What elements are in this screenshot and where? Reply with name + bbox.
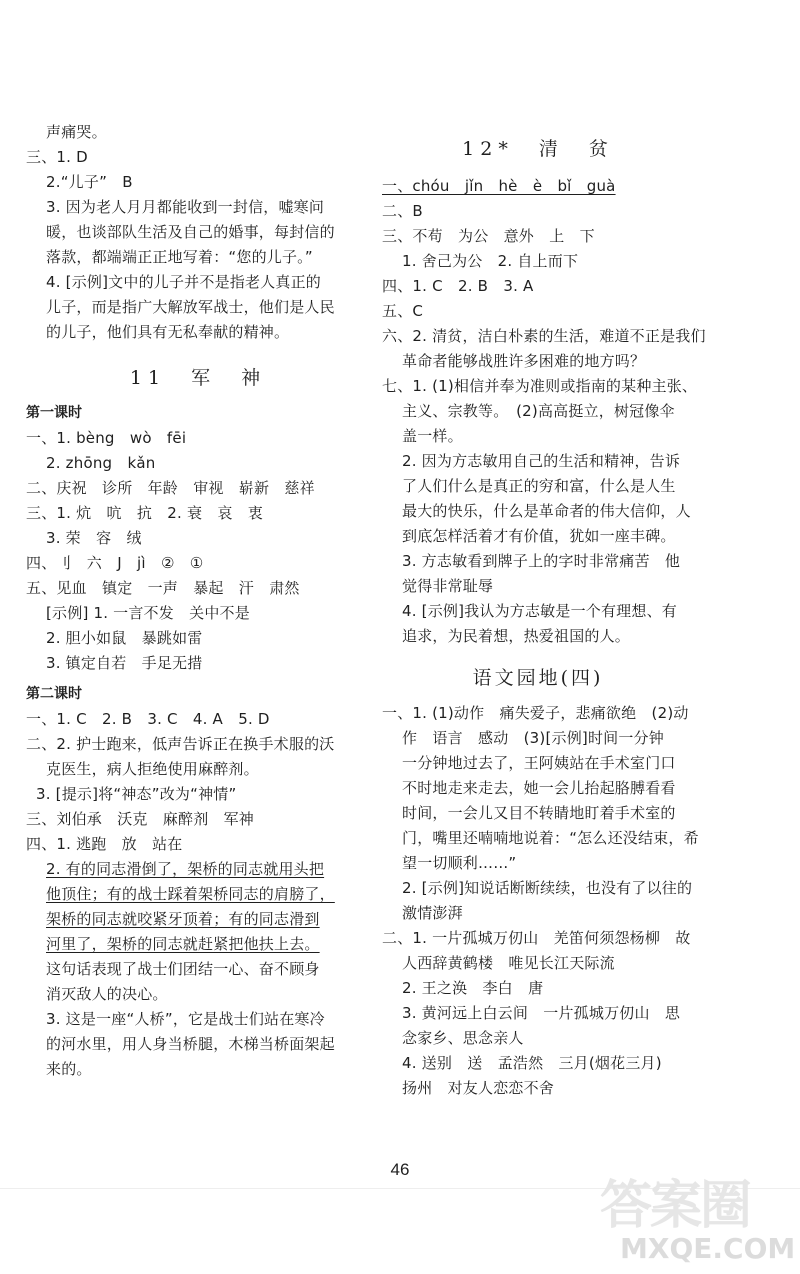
- underlined-line: 2. 有的同志滑倒了，架桥的同志就用头把: [46, 860, 325, 878]
- text-line: 一、1. (1)动作 痛失爱子，悲痛欲绝 (2)动: [382, 704, 689, 722]
- text-line: 四、刂 六 J jì ② ①: [26, 554, 204, 572]
- text-line: 三、不苟 为公 意外 上 下: [382, 227, 595, 245]
- text-line: 七、1. (1)相信并奉为准则或指南的某种主张、: [382, 377, 698, 395]
- text-line: 作 语言 感动 (3)[示例]时间一分钟: [402, 729, 664, 747]
- text-line: 到底怎样活着才有价值，犹如一座丰碑。: [402, 527, 676, 545]
- underlined-line: 他顶住；有的战士踩着架桥同志的肩膀了，: [46, 885, 335, 903]
- text-line: 觉得非常耻辱: [402, 577, 494, 595]
- text-line: 念家乡、思念亲人: [402, 1029, 524, 1047]
- text-line: 主义、宗教等。 (2)高高挺立，树冠像伞: [402, 402, 675, 420]
- text-line: 一分钟地过去了，王阿姨站在手术室门口: [402, 754, 676, 772]
- text-line: 人西辞黄鹤楼 唯见长江天际流: [402, 954, 615, 972]
- text-line: 克医生，病人拒绝使用麻醉剂。: [46, 760, 259, 778]
- text-line: 六、2. 清贫，洁白朴素的生活，难道不正是我们: [382, 327, 706, 345]
- text-line: 2. 因为方志敏用自己的生活和精神，告诉: [402, 452, 681, 470]
- text-line: 二、2. 护士跑来，低声告诉正在换手术服的沃: [26, 735, 335, 753]
- text-line: 3. [提示]将“神态”改为“神情”: [36, 785, 237, 803]
- text-line: 3. 荣 容 绒: [46, 529, 142, 547]
- watermark-text: 答案圈: [600, 1175, 751, 1236]
- text-line: 盖一样。: [402, 427, 463, 445]
- text-line: 3. 镇定自若 手足无措: [46, 654, 203, 672]
- section-heading: 第一课时: [26, 405, 82, 421]
- text-line: 消灭敌人的决心。: [46, 985, 168, 1003]
- text-line: 四、1. 逃跑 放 站在: [26, 835, 183, 853]
- text-line: 三、刘伯承 沃克 麻醉剂 军神: [26, 810, 255, 828]
- underlined-line: 架桥的同志就咬紧牙顶着；有的同志滑到: [46, 910, 320, 928]
- text-line: 的河水里，用人身当桥腿，木梯当桥面架起: [46, 1035, 335, 1053]
- watermark-logo: [600, 1175, 796, 1270]
- text-line: 2.“儿子” B: [46, 173, 133, 191]
- text-line: 五、见血 镇定 一声 暴起 汗 肃然: [26, 579, 300, 597]
- text-line: 这句话表现了战士们团结一心、奋不顾身: [46, 960, 320, 978]
- section-heading: 第二课时: [26, 686, 82, 702]
- text-line: 2. 胆小如鼠 暴跳如雷: [46, 629, 203, 647]
- text-line: 一、1. C 2. B 3. C 4. A 5. D: [26, 710, 270, 728]
- right-column: [382, 120, 706, 1101]
- text-line: 暖，也谈部队生活及自己的婚事，每封信的: [46, 223, 335, 241]
- text-line: 望一切顺利……”: [402, 854, 517, 872]
- text-line: 了人们什么是真正的穷和富，什么是人生: [402, 477, 676, 495]
- underlined-line: 河里了，架桥的同志就赶紧把他扶上去。: [46, 935, 320, 953]
- text-line: 4. 送别 送 孟浩然 三月(烟花三月): [402, 1054, 662, 1072]
- text-line: 的儿子，他们具有无私奉献的精神。: [46, 323, 290, 341]
- text-line: 门，嘴里还喃喃地说着：“怎么还没结束，希: [402, 829, 699, 847]
- text-line: 扬州 对友人恋恋不舍: [402, 1079, 555, 1097]
- text-line: 4. [示例]我认为方志敏是一个有理想、有: [402, 602, 677, 620]
- text-line: 二、B: [382, 202, 423, 220]
- text-line: 一、1. bèng wò fēi: [26, 429, 187, 447]
- pinyin-line: 一、chóu jǐn hè è bǐ guà: [382, 177, 616, 195]
- lesson-title: 12* 清 贫: [462, 138, 614, 160]
- text-line: 追求，为民着想，热爱祖国的人。: [402, 627, 631, 645]
- text-line: 来的。: [46, 1060, 92, 1078]
- text-line: 3. 因为老人月月都能收到一封信，嘘寒问: [46, 198, 325, 216]
- text-line: 革命者能够战胜许多困难的地方吗？: [402, 352, 646, 370]
- text-line: 3. 这是一座“人桥”，它是战士们站在寒冷: [46, 1010, 325, 1028]
- text-line: 3. 黄河远上白云间 一片孤城万仞山 思: [402, 1004, 681, 1022]
- text-line: 不时地走来走去，她一会儿抬起胳膊看看: [402, 779, 676, 797]
- text-line: 三、1. D: [26, 148, 88, 166]
- text-line: 最大的快乐，什么是革命者的伟大信仰，人: [402, 502, 691, 520]
- text-line: 激情澎湃: [402, 904, 463, 922]
- text-line: 三、1. 炕 吭 抗 2. 衰 哀 衷: [26, 504, 263, 522]
- text-line: 声痛哭。: [46, 123, 107, 141]
- text-line: [示例] 1. 一言不发 关中不是: [46, 604, 250, 622]
- text-line: 四、1. C 2. B 3. A: [382, 277, 534, 295]
- text-line: 1. 舍己为公 2. 自上而下: [402, 252, 579, 270]
- section-title: 语文园地(四): [472, 667, 604, 689]
- text-line: 时间，一会儿又目不转睛地盯着手术室的: [402, 804, 676, 822]
- text-line: 儿子，而是指广大解放军战士，他们是人民: [46, 298, 335, 316]
- text-line: 五、C: [382, 302, 424, 320]
- text-line: 4. [示例]文中的儿子并不是指老人真正的: [46, 273, 321, 291]
- text-line: 2. [示例]知说话断断续续，也没有了以往的: [402, 879, 693, 897]
- text-line: 2. 王之涣 李白 唐: [402, 979, 544, 997]
- lesson-title: 11 军 神: [129, 367, 267, 389]
- text-line: 3. 方志敏看到牌子上的字时非常痛苦 他: [402, 552, 681, 570]
- left-column: [26, 120, 370, 1082]
- page-number: 46: [390, 1160, 410, 1179]
- text-line: 落款，都端端正正地写着：“您的儿子。”: [46, 248, 313, 266]
- text-line: 二、庆祝 诊所 年龄 审视 崭新 慈祥: [26, 479, 315, 497]
- watermark-site: MXQE.COM: [620, 1232, 796, 1265]
- text-line: 二、1. 一片孤城万仞山 羌笛何须怨杨柳 故: [382, 929, 691, 947]
- text-line: 2. zhōng kǎn: [46, 454, 156, 472]
